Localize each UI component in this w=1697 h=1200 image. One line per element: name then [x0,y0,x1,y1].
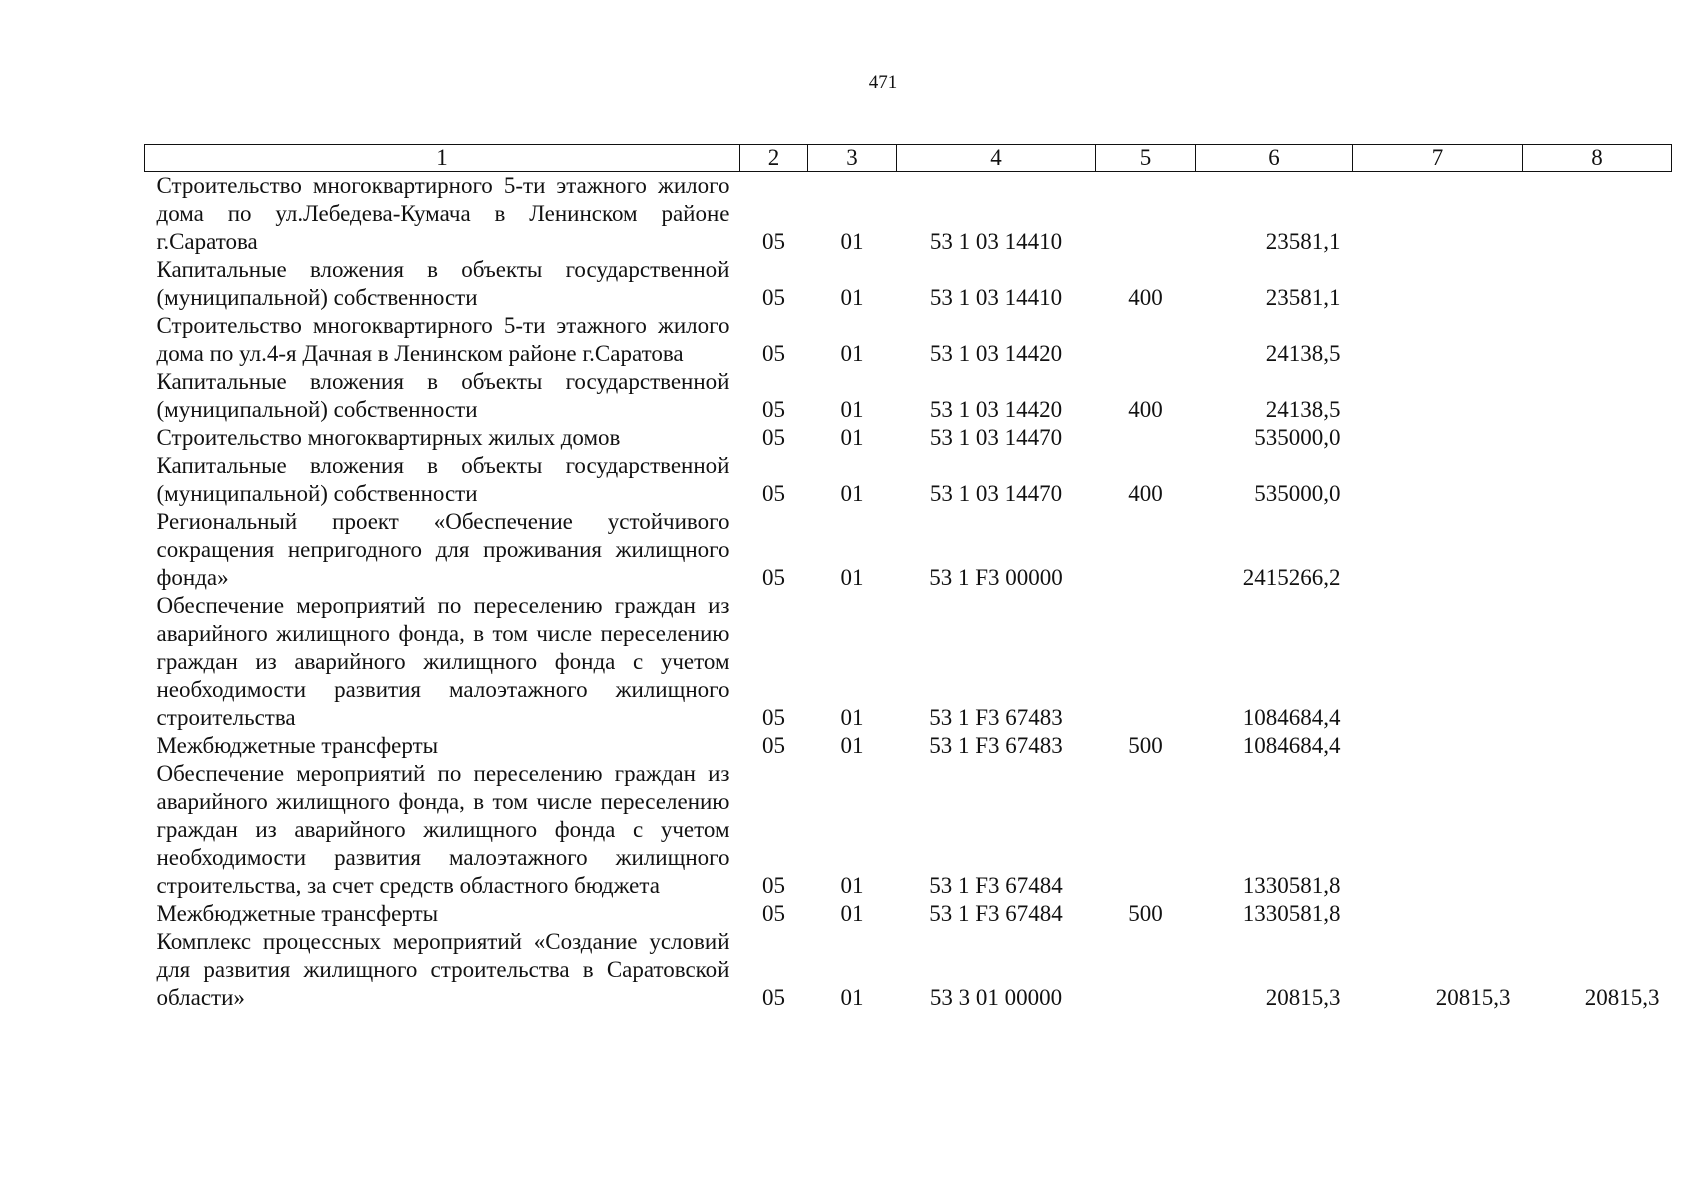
amount-cell [1353,424,1523,452]
target-article-cell: 53 1 03 14470 [929,425,1063,450]
row-name-cell: Строительство многоквартирного 5-ти этажного жилого дома по ул.4-я Дачная в Ленинском районе г.Саратова [156,313,730,366]
amount-cell [1353,172,1523,257]
table-header-row [145,145,1672,172]
expense-type-cell: 400 [1128,397,1163,422]
column-header: 3 [808,145,897,172]
amount-cell [1353,312,1523,368]
subsection-code-cell: 01 [840,285,864,310]
section-code-cell: 05 [762,425,785,450]
amount-cell: 24138,5 [1265,397,1341,422]
amount-cell: 535000,0 [1254,425,1341,450]
target-article-cell: 53 1 F3 67484 [929,873,1063,898]
amount-cell [1523,312,1672,368]
target-article-cell: 53 1 03 14420 [929,397,1063,422]
amount-cell [1353,760,1523,900]
column-header: 4 [897,145,1096,172]
amount-cell: 20815,3 [1265,985,1341,1010]
table-row [145,760,1672,900]
amount-cell: 24138,5 [1265,341,1341,366]
amount-cell [1353,452,1523,508]
amount-cell: 535000,0 [1254,481,1341,506]
section-code-cell: 05 [762,565,785,590]
section-code-cell: 05 [762,285,785,310]
section-code-cell: 05 [762,229,785,254]
amount-cell: 2415266,2 [1242,565,1341,590]
amount-cell [1523,368,1672,424]
table-row [145,452,1672,508]
amount-cell [1523,592,1672,732]
target-article-cell: 53 1 F3 00000 [929,565,1063,590]
amount-cell: 1330581,8 [1242,901,1341,926]
table-row [145,900,1672,928]
amount-cell [1523,900,1672,928]
expense-type-cell [1096,172,1196,257]
amount-cell: 1084684,4 [1242,705,1341,730]
amount-cell [1353,508,1523,592]
section-code-cell: 05 [762,901,785,926]
expense-type-cell: 500 [1128,733,1163,758]
subsection-code-cell: 01 [840,705,864,730]
target-article-cell: 53 1 03 14470 [929,481,1063,506]
table-body [145,172,1672,1013]
amount-cell [1353,256,1523,312]
subsection-code-cell: 01 [840,341,864,366]
column-header: 7 [1353,145,1523,172]
column-header: 6 [1196,145,1353,172]
page-number: 471 [868,72,898,93]
target-article-cell: 53 1 03 14410 [929,285,1063,310]
amount-cell [1523,732,1672,760]
amount-cell [1353,592,1523,732]
row-name-cell: Строительство многоквартирных жилых домов [156,425,621,450]
section-code-cell: 05 [762,705,785,730]
amount-cell [1523,424,1672,452]
column-header: 1 [145,145,740,172]
table-row [145,928,1672,1012]
amount-cell [1353,732,1523,760]
subsection-code-cell: 01 [840,901,864,926]
subsection-code-cell: 01 [840,481,864,506]
column-header: 8 [1523,145,1672,172]
amount-cell: 1330581,8 [1242,873,1341,898]
amount-cell [1523,452,1672,508]
target-article-cell: 53 3 01 00000 [929,985,1063,1010]
expense-type-cell: 500 [1128,901,1163,926]
amount-cell: 20815,3 [1584,985,1660,1010]
subsection-code-cell: 01 [840,229,864,254]
expense-type-cell [1096,312,1196,368]
row-name-cell: Обеспечение мероприятий по переселению граждан из аварийного жилищного фонда, в том числе переселению граждан из аварийного жилищного фонда с учетом необходимости развития малоэтажного жилищного строительства, за счет средств областного бюджета [156,761,730,898]
amount-cell [1523,172,1672,257]
subsection-code-cell: 01 [840,873,864,898]
expense-type-cell [1096,592,1196,732]
amount-cell [1353,368,1523,424]
amount-cell [1523,760,1672,900]
section-code-cell: 05 [762,985,785,1010]
amount-cell: 23581,1 [1265,229,1341,254]
amount-cell: 23581,1 [1265,285,1341,310]
amount-cell [1523,508,1672,592]
expense-type-cell: 400 [1128,481,1163,506]
amount-cell [1353,900,1523,928]
table-row [145,256,1672,312]
column-header: 5 [1096,145,1196,172]
target-article-cell: 53 1 03 14420 [929,341,1063,366]
section-code-cell: 05 [762,397,785,422]
column-header: 2 [740,145,808,172]
target-article-cell: 53 1 F3 67483 [929,733,1063,758]
row-name-cell: Межбюджетные трансферты [156,901,439,926]
amount-cell [1523,256,1672,312]
table-row [145,312,1672,368]
section-code-cell: 05 [762,873,785,898]
target-article-cell: 53 1 F3 67483 [929,705,1063,730]
target-article-cell: 53 1 F3 67484 [929,901,1063,926]
row-name-cell: Обеспечение мероприятий по переселению граждан из аварийного жилищного фонда, в том числе переселению граждан из аварийного жилищного фонда с учетом необходимости развития малоэтажного жилищного строительства [156,593,730,730]
subsection-code-cell: 01 [840,733,864,758]
table-row [145,172,1672,257]
row-name-cell: Капитальные вложения в объекты государственной (муниципальной) собственности [156,369,730,422]
row-name-cell: Капитальные вложения в объекты государственной (муниципальной) собственности [156,453,730,506]
section-code-cell: 05 [762,341,785,366]
row-name-cell: Строительство многоквартирного 5-ти этажного жилого дома по ул.Лебедева-Кумача в Ленинском районе г.Саратова [156,173,730,254]
row-name-cell: Региональный проект «Обеспечение устойчивого сокращения непригодного для проживания жилищного фонда» [156,509,730,590]
subsection-code-cell: 01 [840,397,864,422]
subsection-code-cell: 01 [840,985,864,1010]
table-row [145,592,1672,732]
subsection-code-cell: 01 [840,565,864,590]
row-name-cell: Комплекс процессных мероприятий «Создание условий для развития жилищного строительства в Саратовской области» [156,929,730,1010]
amount-cell: 1084684,4 [1242,733,1341,758]
section-code-cell: 05 [762,481,785,506]
expense-type-cell [1096,508,1196,592]
subsection-code-cell: 01 [840,425,864,450]
row-name-cell: Межбюджетные трансферты [156,733,439,758]
expense-type-cell [1096,928,1196,1012]
target-article-cell: 53 1 03 14410 [929,229,1063,254]
table-row [145,508,1672,592]
table-row [145,424,1672,452]
expense-type-cell [1096,424,1196,452]
amount-cell: 20815,3 [1435,985,1511,1010]
row-name-cell: Капитальные вложения в объекты государственной (муниципальной) собственности [156,257,730,310]
table-row [145,368,1672,424]
table-row [145,732,1672,760]
expense-type-cell [1096,760,1196,900]
expense-type-cell: 400 [1128,285,1163,310]
budget-table [144,144,1672,1012]
section-code-cell: 05 [762,733,785,758]
